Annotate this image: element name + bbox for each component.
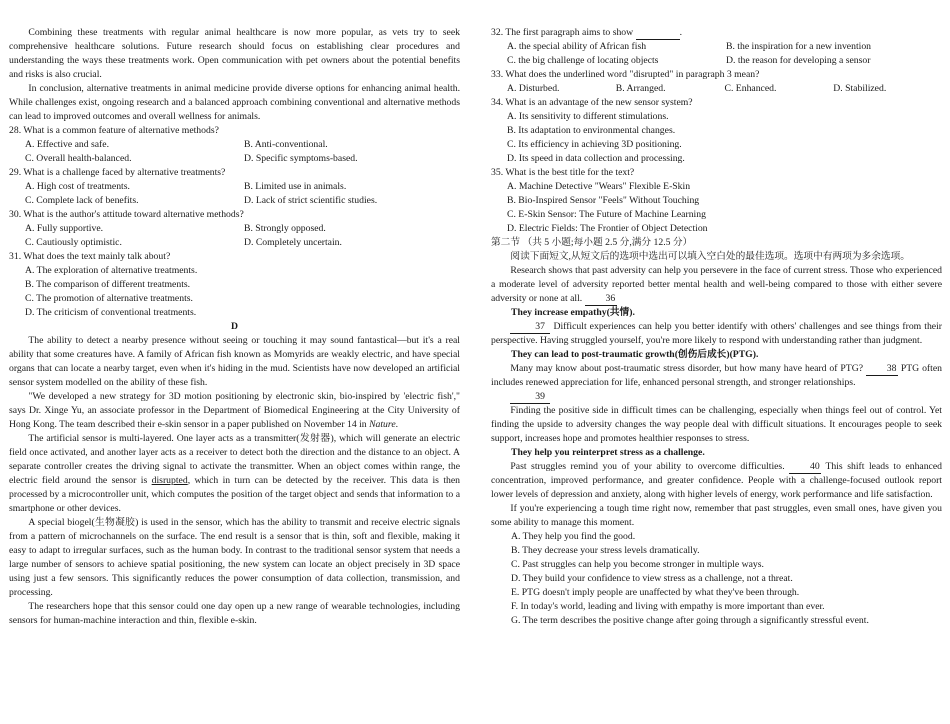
option-item: C. Past struggles can help you become stronger in multiple ways.: [511, 559, 764, 570]
question-stem-text: 32. The first paragraph aims to show: [491, 27, 634, 38]
blank-40: 40: [789, 461, 821, 474]
paragraph-text: , which in turn can be detected by the receiver. This data is then processed by a microcontroller unit, which computes the position of the target object and sends that information to a smartphone or other devices.: [9, 475, 460, 514]
paragraph: Combining these treatments with regular animal healthcare is now more popular, as vets try to seek comprehensive healthcare solutions. Future research should focus on establishing clear procedures and understanding the ways these treatments work. Open communication with pet owners about the potential benefits and risks is also crucial.: [9, 27, 460, 80]
option-d: D. the reason for developing a sensor: [726, 55, 871, 66]
question-33: [491, 68, 942, 96]
option-c: C. Complete lack of benefits.: [25, 195, 139, 206]
question-stem: 30. What is the author's attitude toward alternative methods?: [9, 209, 244, 220]
paragraph: If you're experiencing a tough time right now, remember that past struggles, even small ones, have given you some ability to manage this moment.: [491, 503, 942, 528]
option-b: B. Strongly opposed.: [244, 223, 326, 234]
option-d: D. Specific symptoms-based.: [244, 153, 358, 164]
option-d: D. Its speed in data collection and processing.: [507, 153, 685, 164]
option-item: G. The term describes the positive change after going through a significantly stressful event.: [511, 615, 869, 626]
option-c: C. the big challenge of locating objects: [507, 55, 659, 66]
blank-38: 38: [866, 363, 898, 376]
question-stem: 34. What is an advantage of the new sensor system?: [491, 97, 693, 108]
option-item: D. They build your confidence to view stress as a challenge, not a threat.: [511, 573, 793, 584]
paragraph: Finding the positive side in difficult times can be challenging, especially when things feel out of control. Yet finding the upside to adversity changes the way people deal with difficult situations. It encourages people to seek support, increases hope and promotes healthier responses to stress.: [491, 405, 942, 444]
paragraph: [491, 320, 942, 348]
option-d: D. Lack of strict scientific studies.: [244, 195, 378, 206]
section-title: 第二节 （共 5 小题;每小题 2.5 分,满分 12.5 分）: [491, 237, 693, 248]
option-b: B. Anti-conventional.: [244, 139, 328, 150]
option-a: A. Effective and safe.: [25, 139, 110, 150]
answer-blank: [636, 27, 680, 40]
paragraph: [491, 362, 942, 390]
option-a: A. the special ability of African fish: [507, 41, 647, 52]
question-stem: [491, 26, 942, 40]
option-d: D. The criticism of conventional treatments.: [25, 307, 197, 318]
question-34: [491, 96, 942, 166]
paragraph: In conclusion, alternative treatments in animal medicine provide diverse options for enhancing animal health. While challenges exist, ongoing research and a balanced approach combining conventional and alternative methods can lead to improved outcomes and overall wellness for animals.: [9, 83, 460, 122]
option-d: D. Completely uncertain.: [244, 237, 342, 248]
question-30: [9, 208, 460, 250]
question-stem: 35. What is the best title for the text?: [491, 167, 635, 178]
section-heading: They can lead to post-traumatic growth(创伤后成长)(PTG).: [511, 349, 759, 360]
section-instruction: 阅读下面短文,从短文后的选项中选出可以填入空白处的最佳选项。选项中有两项为多余选项。: [510, 251, 910, 262]
option-c: C. Overall health-balanced.: [25, 153, 132, 164]
blank-37: 37: [510, 321, 550, 334]
answer-options: [491, 530, 942, 628]
paragraph-text: The artificial sensor is multi-layered. One layer acts as a transmitter(发射器), which will generate an electric field once activated, and another layer acts as a receiver to detect both the direction and the distance to an object. A separate controller creates the driving signal to activate the transmitter. When an object comes within range, the electric field around the sensor is: [9, 433, 460, 486]
paragraph-text: Past struggles remind you of your ability to overcome difficulties.: [510, 461, 785, 472]
blank-36: 36: [585, 293, 617, 306]
paragraph-text: Many may know about post-traumatic stress disorder, but how many have heard of PTG?: [510, 363, 864, 374]
option-c: C. E-Skin Sensor: The Future of Machine Learning: [507, 209, 706, 220]
question-stem: 31. What does the text mainly talk about?: [9, 251, 171, 262]
paragraph: [491, 390, 942, 404]
question-stem: 33. What does the underlined word "disrupted" in paragraph 3 mean?: [491, 69, 760, 80]
journal-name: Nature: [369, 419, 396, 430]
question-stem-text: .: [679, 27, 682, 38]
section-heading: They help you reinterpret stress as a challenge.: [511, 447, 705, 458]
option-b: B. Its adaptation to environmental changes.: [507, 125, 676, 136]
right-column: [491, 26, 942, 628]
question-28: [9, 124, 460, 166]
left-column: [9, 26, 460, 628]
question-32: [491, 26, 942, 68]
question-29: [9, 166, 460, 208]
paragraph-text: PTG often includes renewed appreciation for life, enhanced personal strength, and stronger relationships.: [491, 363, 942, 388]
option-c: C. Cautiously optimistic.: [25, 237, 122, 248]
option-item: F. In today's world, leading and living with empathy is more important than ever.: [511, 601, 825, 612]
option-a: A. Disturbed.: [507, 83, 560, 94]
option-b: B. the inspiration for a new invention: [726, 41, 872, 52]
option-a: A. Its sensitivity to different stimulations.: [507, 111, 669, 122]
paragraph-text: Research shows that past adversity can help you persevere in the face of current stress. Those who experienced a moderate level of adversity reported better mental health and well-being compared to those with either severe adversity or none at all.: [491, 265, 942, 304]
option-item: E. PTG doesn't imply people are unaffected by what they've been through.: [511, 587, 800, 598]
option-a: A. Machine Detective "Wears" Flexible E-Skin: [507, 181, 691, 192]
paragraph: [9, 390, 460, 432]
paragraph-text: Difficult experiences can help you better identify with others' challenges and see things from their perspective. Having struggled yourself, you're more likely to respond with understanding rather than judgment.: [491, 321, 943, 346]
question-stem: 29. What is a challenge faced by alternative treatments?: [9, 167, 226, 178]
option-a: A. High cost of treatments.: [25, 181, 130, 192]
option-b: B. Limited use in animals.: [244, 181, 347, 192]
underlined-word: disrupted: [151, 475, 188, 486]
blank-39: 39: [510, 391, 550, 404]
paragraph: [491, 264, 942, 306]
paragraph: [9, 432, 460, 516]
option-c: C. The promotion of alternative treatments.: [25, 293, 193, 304]
paragraph: The ability to detect a nearby presence without seeing or touching it may sound fantastical—but it's a real ability that some creatures have. A family of African fish known as Momyrids are weakly electric, and have special organs that can locate a nearby target, even when it's hiding in the mud. Scientists have now developed an artificial sensor system modelled on the ability of these fish.: [9, 335, 460, 388]
option-d: D. Stabilized.: [833, 83, 887, 94]
paragraph: [491, 460, 942, 502]
paragraph-text: "We developed a new strategy for 3D motion positioning by electronic skin, bio-inspired by 'electric fish'," says Dr. Xinge Yu, an associate professor in the Department of Biomedical Engineering at the City University of Hong Kong. The team described their e-skin sensor in a paper published on November 14 in: [9, 391, 460, 430]
option-c: C. Its efficiency in achieving 3D positioning.: [507, 139, 682, 150]
section-heading: They increase empathy(共情).: [511, 307, 635, 318]
paragraph-text: .: [395, 419, 399, 430]
option-b: B. Arranged.: [615, 83, 666, 94]
question-31: [9, 250, 460, 320]
option-a: A. The exploration of alternative treatments.: [25, 265, 198, 276]
paragraph: The researchers hope that this sensor could one day open up a new range of wearable technologies, including sensors for human-machine interaction and thin, flexible e-skin.: [9, 601, 460, 626]
option-item: B. They decrease your stress levels dramatically.: [511, 545, 700, 556]
passage-label: D: [231, 321, 238, 332]
option-c: C. Enhanced.: [724, 83, 777, 94]
option-d: D. Electric Fields: The Frontier of Object Detection: [507, 223, 708, 234]
question-stem: 28. What is a common feature of alternative methods?: [9, 125, 219, 136]
paragraph-text: This shift leads to enhanced concentration, improved performance, and greater confidence. People with a challenge-focused outlook report lower levels of depression and anxiety, along with higher levels of energy, work performance and life satisfaction.: [491, 461, 942, 500]
paragraph: A special biogel(生物凝胶) is used in the sensor, which has the ability to transmit and receive electric signals from a pattern of microchannels on the surface. The end result is a sensor that is thin, soft and flexible, making it easy to adapt to irregular surfaces, such as the human body. In contrast to the traditional sensor system that needs a large number of sensors to achieve spatial positioning, the new system can locate an object precisely in 3D space using just a few sensors. This significantly reduces the power consumption of data collection, transmission, and processing.: [9, 517, 460, 598]
option-b: B. Bio-Inspired Sensor "Feels" Without Touching: [507, 195, 700, 206]
option-b: B. The comparison of different treatments.: [25, 279, 191, 290]
option-item: A. They help you find the good.: [511, 531, 636, 542]
option-a: A. Fully supportive.: [25, 223, 104, 234]
question-35: [491, 166, 942, 236]
